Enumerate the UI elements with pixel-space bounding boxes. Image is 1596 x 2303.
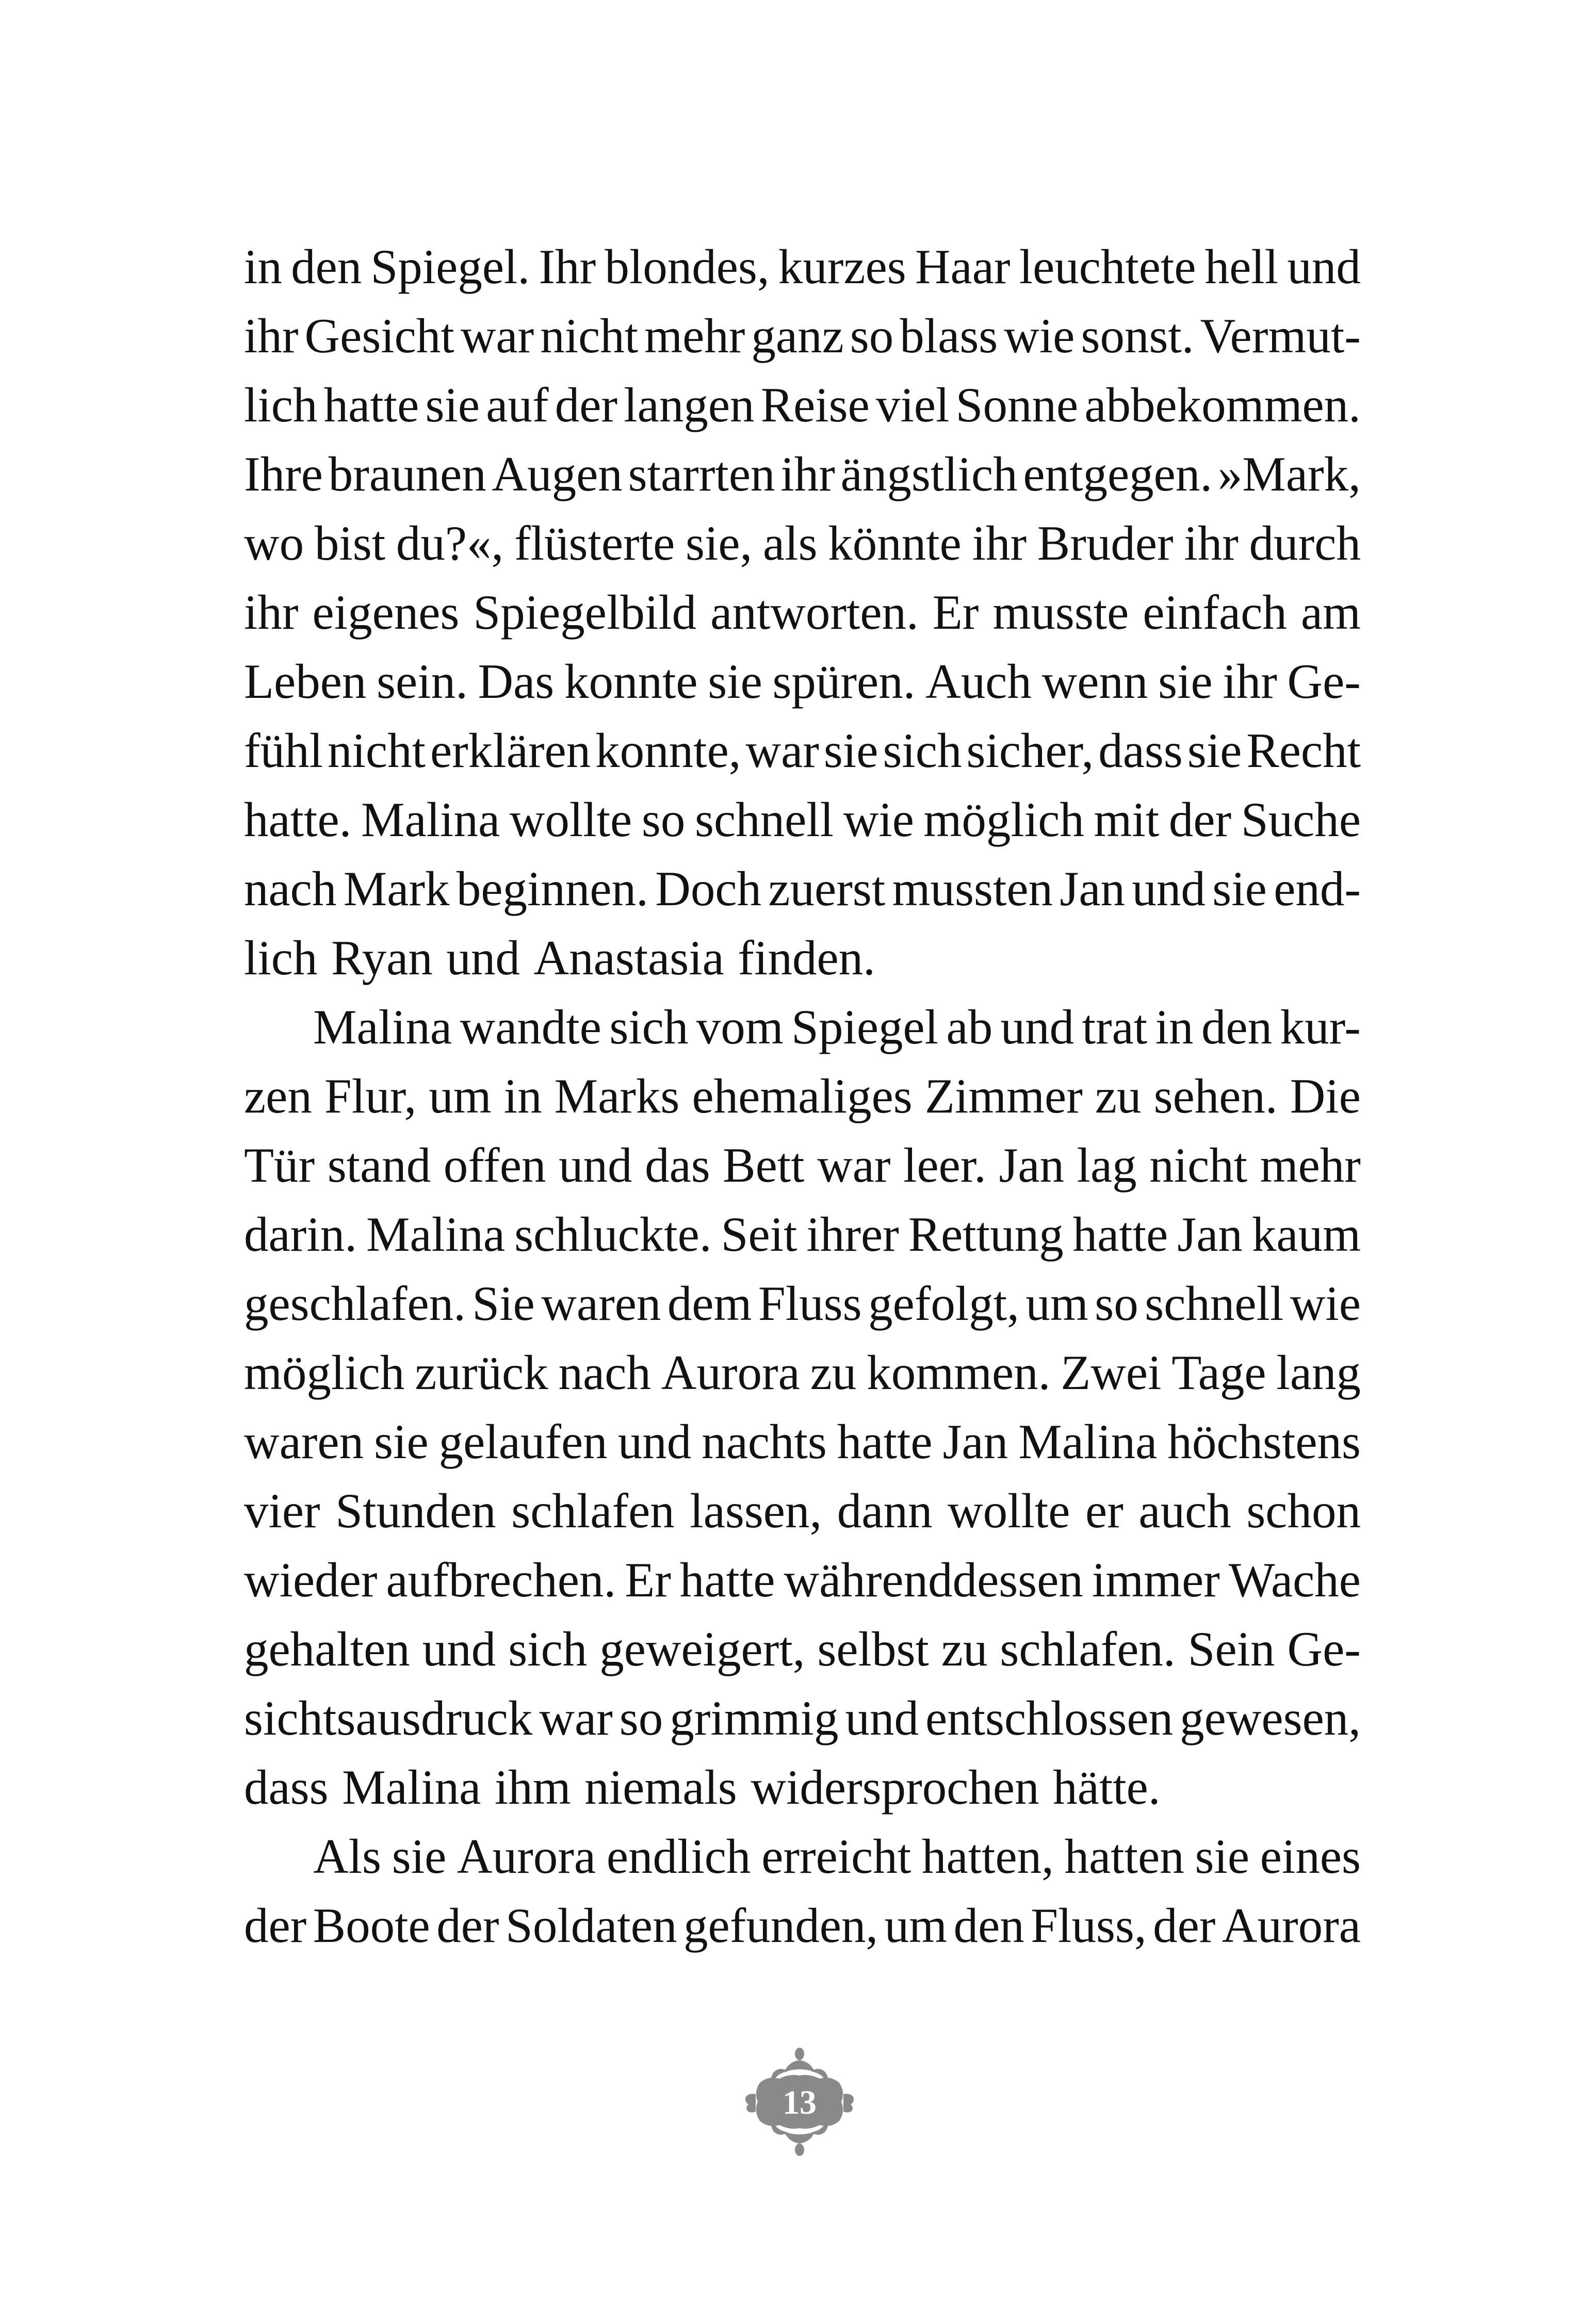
page-number-ornament: [740, 2043, 859, 2161]
text-line: der Boote der Soldaten gefunden, um den Fluss, der Aurora: [244, 1898, 1361, 1953]
text-line: Tür stand offen und das Bett war leer. Jan lag nicht mehr: [244, 1138, 1361, 1193]
text-line: sichtsausdruck war so grimmig und entschlossen gewesen,: [244, 1691, 1361, 1745]
text-line: in den Spiegel. Ihr blondes, kurzes Haar leuchtete hell und: [244, 239, 1361, 294]
text-line: Ihre braunen Augen starrten ihr ängstlich entgegen. »Mark,: [244, 447, 1361, 501]
text-line: gehalten und sich geweigert, selbst zu schlafen. Sein Ge-: [244, 1622, 1361, 1676]
text-line: möglich zurück nach Aurora zu kommen. Zwei Tage lang: [244, 1345, 1361, 1400]
text-line: wo bist du?«, flüsterte sie, als könnte ihr Bruder ihr durch: [244, 516, 1361, 570]
body-text: [244, 232, 1361, 1960]
page-number: 13: [783, 2084, 817, 2121]
text-line: geschlafen. Sie waren dem Fluss gefolgt, um so schnell wie: [244, 1276, 1361, 1331]
text-line: ihr Gesicht war nicht mehr ganz so blass wie sonst. Vermut-: [244, 308, 1361, 363]
text-line: fühl nicht erklären konnte, war sie sich sicher, dass sie Recht: [244, 723, 1361, 778]
text-line: nach Mark beginnen. Doch zuerst mussten Jan und sie end-: [244, 861, 1361, 916]
text-line: Malina wandte sich vom Spiegel ab und trat in den kur-: [313, 1000, 1361, 1054]
text-line: ihr eigenes Spiegelbild antworten. Er musste einfach am: [244, 585, 1361, 640]
text-line: hatte. Malina wollte so schnell wie möglich mit der Suche: [244, 792, 1361, 847]
text-line: Leben sein. Das konnte sie spüren. Auch wenn sie ihr Ge-: [244, 654, 1361, 709]
text-line: darin. Malina schluckte. Seit ihrer Rettung hatte Jan kaum: [244, 1207, 1361, 1262]
text-line: lich Ryan und Anastasia finden.: [244, 930, 875, 985]
text-line: vier Stunden schlafen lassen, dann wollte er auch schon: [244, 1483, 1361, 1538]
text-line: wieder aufbrechen. Er hatte währenddessen immer Wache: [244, 1553, 1361, 1607]
text-line: Als sie Aurora endlich erreicht hatten, hatten sie eines: [313, 1829, 1361, 1884]
text-line: waren sie gelaufen und nachts hatte Jan Malina höchstens: [244, 1414, 1361, 1469]
text-line: dass Malina ihm niemals widersprochen hätte.: [244, 1760, 1161, 1815]
text-line: lich hatte sie auf der langen Reise viel Sonne abbekommen.: [244, 378, 1361, 432]
text-line: zen Flur, um in Marks ehemaliges Zimmer zu sehen. Die: [244, 1069, 1361, 1123]
